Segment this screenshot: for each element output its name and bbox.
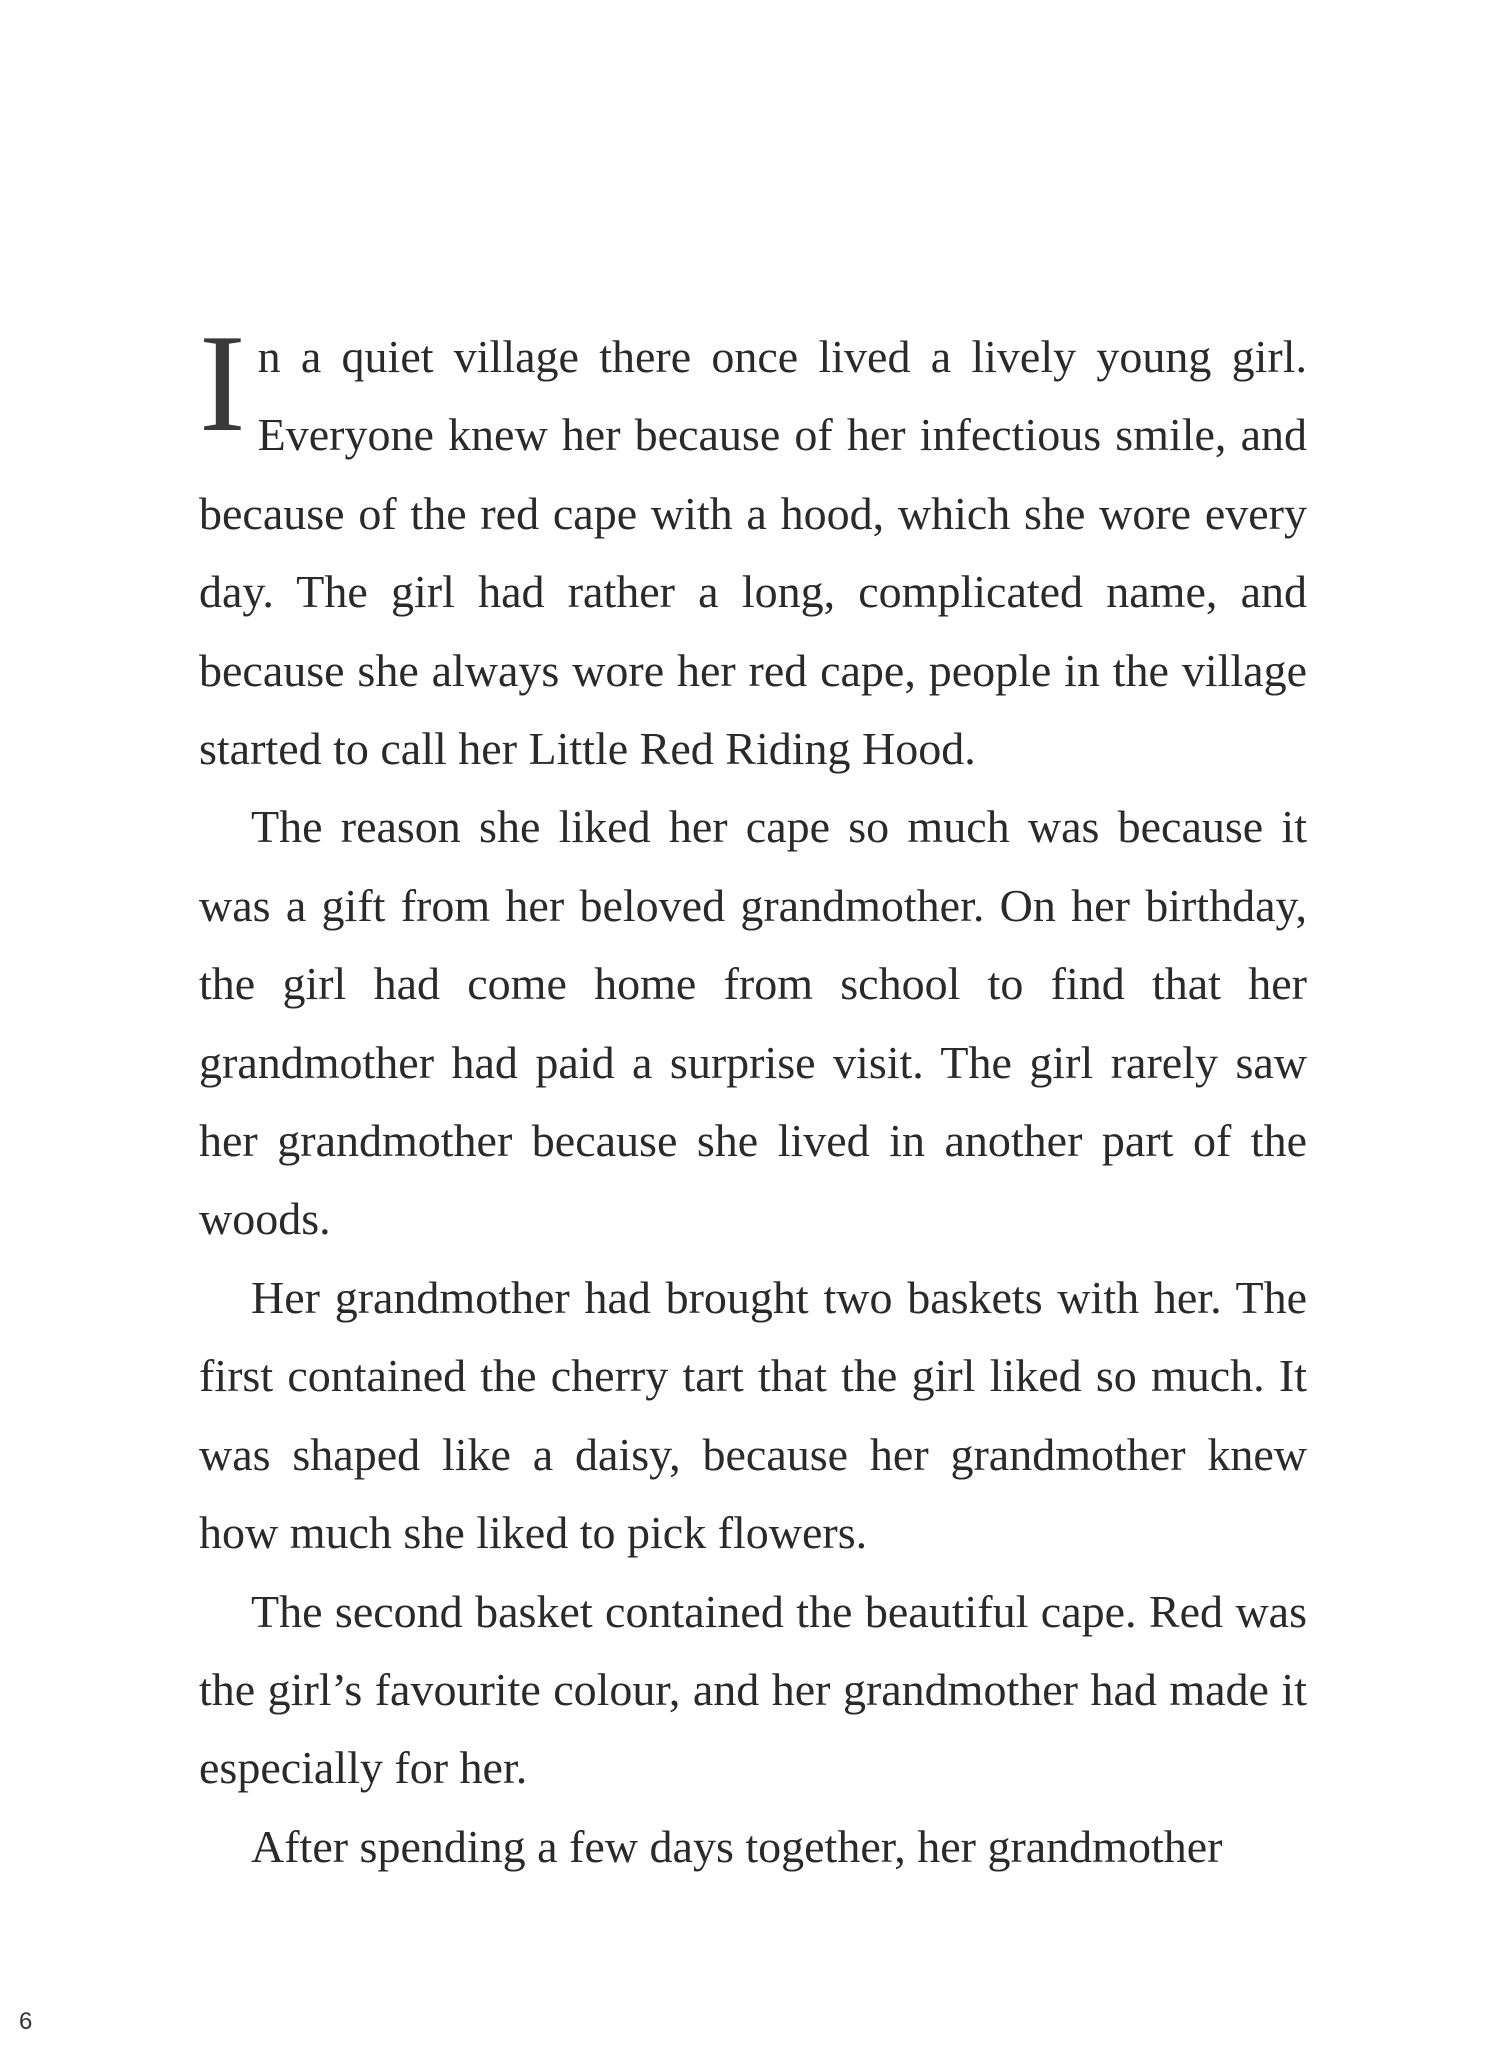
- paragraph-2: The reason she liked her cape so much was because it was a gift from her beloved grandmother. On her birthday, the girl had come home from school to find that her grandmother had paid a surprise visit. The girl rarely saw her grandmother because she lived in another part of the woods.: [199, 801, 1307, 1245]
- paragraph-5: After spending a few days together, her grandmother: [251, 1820, 1223, 1872]
- paragraph-3: Her grandmother had brought two baskets with her. The first contained the cherry tart that the girl liked so much. It was shaped like a daisy, because her grandmother knew how much she liked to pick flowers.: [199, 1271, 1307, 1559]
- drop-cap: I: [199, 306, 246, 461]
- page-number: 6: [19, 2008, 33, 2035]
- paragraph-4: The second basket contained the beautiful cape. Red was the girl’s favourite colour, and her grandmother had made it especially for her.: [199, 1585, 1307, 1794]
- paragraph-1: [199, 306, 1307, 788]
- story-text: [199, 306, 1307, 1886]
- paragraph-1-text: n a quiet village there once lived a lively young girl. Everyone knew her because of her infectious smile, and because of the red cape with a hood, which she wore every day. The girl had rather a long, complicated name, and because she always wore her red cape, people in the village started to call her Little Red Riding Hood.: [199, 331, 1307, 775]
